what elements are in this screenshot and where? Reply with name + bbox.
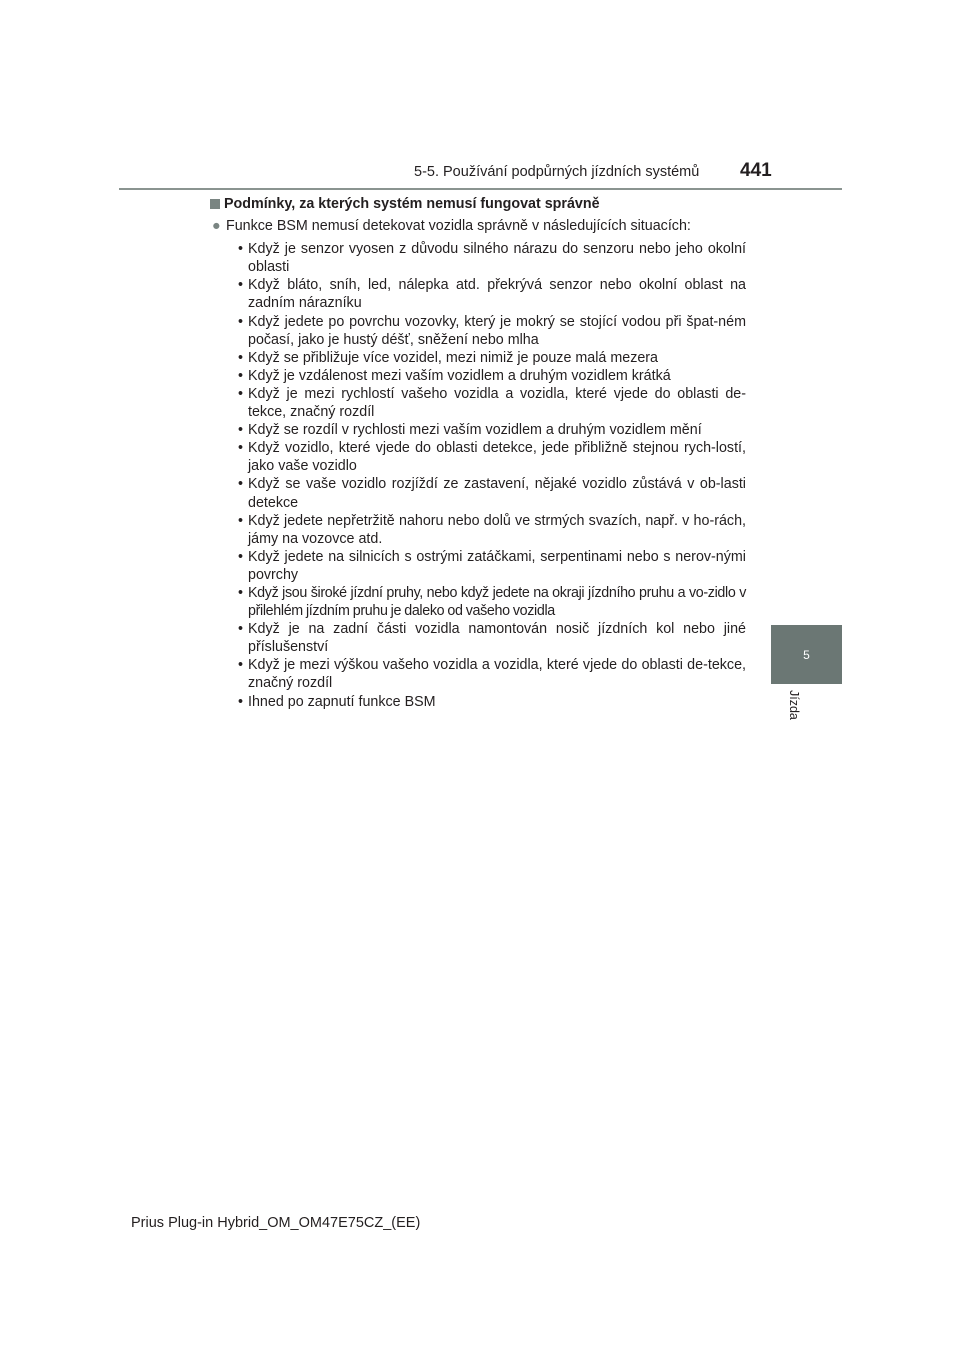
list-item: • Když se rozdíl v rychlosti mezi vaším vozidlem a druhým vozidlem mění	[210, 421, 746, 439]
subsection-heading-text: Podmínky, za kterých systém nemusí fungovat správně	[224, 196, 600, 212]
list-item: • Když bláto, sníh, led, nálepka atd. překrývá senzor nebo okolní oblast na zadním nárazníku	[210, 276, 746, 312]
intro-text: Funkce BSM nemusí detekovat vozidla správně v následujících situacích:	[226, 218, 691, 235]
section-title: 5-5. Používání podpůrných jízdních systémů	[414, 164, 700, 180]
list-item: • Když jedete na silnicích s ostrými zatáčkami, serpentinami nebo s nerov-nými povrchy	[210, 548, 746, 584]
chapter-label: Jízda	[787, 690, 801, 720]
intro-paragraph	[212, 217, 746, 235]
list-item: • Když je senzor vyosen z důvodu silného nárazu do senzoru nebo jeho okolní oblasti	[210, 240, 746, 276]
list-item: • Když vozidlo, které vjede do oblasti detekce, jede přibližně stejnou rych-lostí, jako vaše vozidlo	[210, 439, 746, 475]
condition-list	[210, 240, 746, 710]
square-bullet-icon	[210, 199, 220, 209]
list-item: • Když jedete nepřetržitě nahoru nebo dolů ve strmých svazích, např. v ho-rách, jámy na vozovce atd.	[210, 512, 746, 548]
list-item: • Když se přibližuje více vozidel, mezi nimiž je pouze malá mezera	[210, 349, 746, 367]
document-footer: Prius Plug-in Hybrid_OM_OM47E75CZ_(EE)	[131, 1215, 421, 1231]
chapter-tab	[771, 625, 842, 684]
list-item: • Když je mezi rychlostí vašeho vozidla a vozidla, které vjede do oblasti de-tekce, značný rozdíl	[210, 385, 746, 421]
circle-bullet-icon: ●	[212, 218, 221, 235]
list-item: • Ihned po zapnutí funkce BSM	[210, 693, 746, 711]
list-item: • Když jsou široké jízdní pruhy, nebo když jedete na okraji jízdního pruhu a vo-zidlo v přilehlém jízdním pruhu je daleko od vašeho vozidla	[210, 584, 746, 620]
subsection-heading	[210, 195, 746, 213]
page-content	[210, 195, 746, 711]
list-item: • Když jedete po povrchu vozovky, který je mokrý se stojící vodou při špat-ném počasí, jako je hustý déšť, sněžení nebo mlha	[210, 313, 746, 349]
header-divider	[119, 188, 842, 190]
list-item: • Když je mezi výškou vašeho vozidla a vozidla, které vjede do oblasti de-tekce, značný rozdíl	[210, 656, 746, 692]
chapter-number: 5	[803, 647, 810, 662]
list-item: • Když se vaše vozidlo rozjíždí ze zastavení, nějaké vozidlo zůstává v ob-lasti detekce	[210, 475, 746, 511]
list-item: • Když je na zadní části vozidla namontován nosič jízdních kol nebo jiné příslušenství	[210, 620, 746, 656]
list-item: • Když je vzdálenost mezi vaším vozidlem a druhým vozidlem krátká	[210, 367, 746, 385]
page-number: 441	[740, 160, 772, 181]
